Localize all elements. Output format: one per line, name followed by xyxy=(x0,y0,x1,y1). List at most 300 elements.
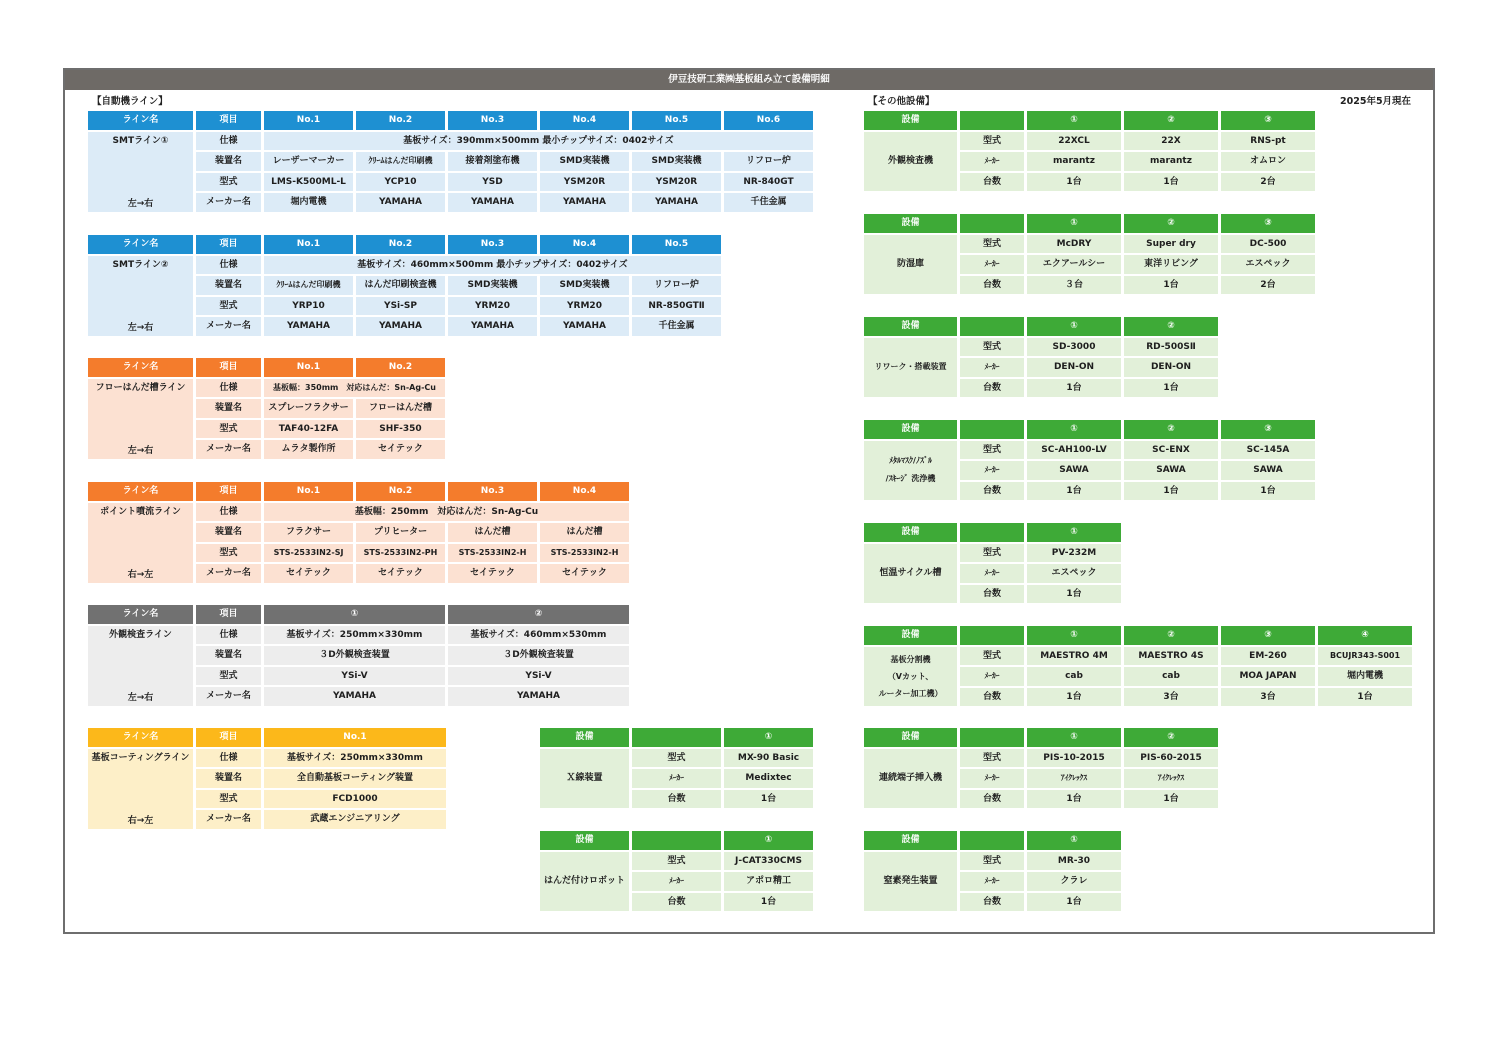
header-cell: ② xyxy=(1124,214,1218,233)
header-cell: 項目 xyxy=(196,482,261,501)
header-cell: ① xyxy=(724,831,813,850)
model-cell: J-CAT330CMS xyxy=(724,852,813,871)
maker-cell: YAMAHA xyxy=(264,687,445,706)
equipment-name-line: ルーター加工機） xyxy=(878,688,943,698)
washer-table xyxy=(864,420,1315,500)
maker-cell: marantz xyxy=(1124,152,1218,171)
maker-cell: エクアールシー xyxy=(1027,255,1121,274)
header-cell: ② xyxy=(1124,626,1218,645)
header-cell: 設備 xyxy=(864,111,957,130)
line-name: ポイント噴流ライン xyxy=(100,506,181,517)
device-cell: SMD実装機 xyxy=(448,276,537,295)
header-cell: 設備 xyxy=(864,728,957,747)
row-label: メーカー名 xyxy=(196,687,261,706)
count-cell: 1台 xyxy=(1027,893,1121,912)
header-cell: No.4 xyxy=(540,482,629,501)
equipment-name: 窒素発生装置 xyxy=(864,852,957,912)
model-cell: NR-850GTⅡ xyxy=(632,297,721,316)
row-label: 型式 xyxy=(196,173,261,192)
maker-cell: 武蔵エンジニアリング xyxy=(264,810,446,829)
device-cell: はんだ槽 xyxy=(540,523,629,542)
model-cell: YSD xyxy=(448,173,537,192)
device-cell: スプレーフラクサー xyxy=(264,399,353,418)
line-direction: 左→右 xyxy=(127,692,154,703)
model-cell: SD-3000 xyxy=(1027,338,1121,357)
model-cell: SHF-350 xyxy=(356,420,445,439)
count-cell: 1台 xyxy=(1027,790,1121,809)
equipment-name: 連続端子挿入機 xyxy=(864,749,957,809)
count-cell: 1台 xyxy=(1124,482,1218,501)
device-cell: リフロー炉 xyxy=(724,152,813,171)
row-label: 台数 xyxy=(960,379,1024,398)
row-label: メーカー名 xyxy=(196,317,261,336)
count-cell: 1台 xyxy=(1027,688,1121,707)
model-cell: LMS-K500ML-L xyxy=(264,173,353,192)
header-cell: ライン名 xyxy=(88,111,193,130)
row-label: 型式 xyxy=(196,544,261,563)
maker-cell: エスペック xyxy=(1221,255,1315,274)
maker-cell: 堀内電機 xyxy=(264,193,353,212)
model-cell: SC-ENX xyxy=(1124,441,1218,460)
maker-cell: SAWA xyxy=(1124,461,1218,480)
device-cell: はんだ槽 xyxy=(448,523,537,542)
line-name: 外観検査ライン xyxy=(109,629,172,640)
row-label: 台数 xyxy=(960,173,1024,192)
model-cell: PIS-60-2015 xyxy=(1124,749,1218,768)
line-name-cell xyxy=(88,379,193,459)
device-cell: ３D外観検査装置 xyxy=(264,646,445,665)
header-cell xyxy=(632,728,721,747)
page-title: 伊豆技研工業㈱基板組み立て設備明細 xyxy=(65,70,1433,90)
model-cell: SC-AH100-LV xyxy=(1027,441,1121,460)
model-cell: Super dry xyxy=(1124,235,1218,254)
count-cell: 1台 xyxy=(1027,173,1121,192)
model-cell: YSi-SP xyxy=(356,297,445,316)
spec-cell: 基板幅：350mm 対応はんだ：Sn-Ag-Cu xyxy=(264,379,445,398)
device-cell: SMD実装機 xyxy=(632,152,721,171)
row-label: 台数 xyxy=(960,482,1024,501)
model-cell: 22XCL xyxy=(1027,132,1121,151)
header-cell: 項目 xyxy=(196,235,261,254)
device-cell: プリヒーター xyxy=(356,523,445,542)
maker-cell: cab xyxy=(1124,667,1218,686)
row-label: ﾒｰｶｰ xyxy=(960,255,1024,274)
model-cell: BCUJR343-S001 xyxy=(1318,647,1412,666)
model-cell: STS-2533IN2-H xyxy=(540,544,629,563)
equipment-name: 外観検査機 xyxy=(864,132,957,192)
visual-inspection-line-table xyxy=(88,605,629,706)
row-label: 台数 xyxy=(632,790,721,809)
equipment-name: 防湿庫 xyxy=(864,235,957,295)
line-name-cell xyxy=(88,749,193,829)
model-cell: STS-2533IN2-PH xyxy=(356,544,445,563)
header-cell: No.2 xyxy=(356,358,445,377)
header-cell: ライン名 xyxy=(88,482,193,501)
row-label: 型式 xyxy=(960,132,1024,151)
row-label: 型式 xyxy=(960,544,1024,563)
device-cell: SMD実装機 xyxy=(540,152,629,171)
count-cell: 1台 xyxy=(1027,585,1121,604)
header-cell: ライン名 xyxy=(88,235,193,254)
header-cell: 設備 xyxy=(864,317,957,336)
model-cell: STS-2533IN2-SJ xyxy=(264,544,353,563)
count-cell: 1台 xyxy=(1124,379,1218,398)
visual-inspection-machine-table xyxy=(864,111,1315,191)
model-cell: MAESTRO 4S xyxy=(1124,647,1218,666)
maker-cell: オムロン xyxy=(1221,152,1315,171)
header-cell: ① xyxy=(1027,831,1121,850)
model-cell: PV-232M xyxy=(1027,544,1121,563)
model-cell: RNS-pt xyxy=(1221,132,1315,151)
maker-cell: DEN-ON xyxy=(1124,358,1218,377)
row-label: ﾒｰｶｰ xyxy=(632,872,721,891)
left-section-title: 【自動機ライン】 xyxy=(92,96,168,107)
header-cell: 設備 xyxy=(540,728,629,747)
line-name: SMTライン① xyxy=(112,135,169,146)
maker-cell: cab xyxy=(1027,667,1121,686)
device-cell: フローはんだ槽 xyxy=(356,399,445,418)
maker-cell: YAMAHA xyxy=(632,193,721,212)
line-direction: 右→左 xyxy=(127,569,154,580)
right-section-title: 【その他設備】 xyxy=(868,96,935,107)
header-cell: No.1 xyxy=(264,358,353,377)
row-label: 型式 xyxy=(960,852,1024,871)
header-cell: No.3 xyxy=(448,482,537,501)
header-cell: No.2 xyxy=(356,235,445,254)
row-label: メーカー名 xyxy=(196,193,261,212)
equipment-name-line: （Vカット、 xyxy=(887,671,934,681)
model-cell: EM-260 xyxy=(1221,647,1315,666)
smt-line-2-table xyxy=(88,235,721,336)
row-label: 台数 xyxy=(960,893,1024,912)
header-cell: ② xyxy=(1124,317,1218,336)
row-label: 装置名 xyxy=(196,399,261,418)
line-name-cell xyxy=(88,503,193,583)
line-name-cell xyxy=(88,256,193,336)
model-cell: TAF40-12FA xyxy=(264,420,353,439)
spec-cell: 基板サイズ：460mm×500mm 最小チップサイズ：0402サイズ xyxy=(264,256,721,275)
header-cell xyxy=(632,831,721,850)
count-cell: 1台 xyxy=(1027,482,1121,501)
maker-cell: YAMAHA xyxy=(448,687,629,706)
nitrogen-generator-table xyxy=(864,831,1121,911)
header-cell xyxy=(960,111,1024,130)
header-cell: No.1 xyxy=(264,235,353,254)
model-cell: RD-500SⅡ xyxy=(1124,338,1218,357)
equipment-name: Ｘ線装置 xyxy=(540,749,629,809)
terminal-insertion-table xyxy=(864,728,1218,808)
model-cell: McDRY xyxy=(1027,235,1121,254)
header-cell: 設備 xyxy=(864,523,957,542)
row-label: 装置名 xyxy=(196,276,261,295)
row-label: 仕様 xyxy=(196,132,261,151)
device-cell: ｸﾘｰﾑはんだ印刷機 xyxy=(356,152,445,171)
header-cell xyxy=(960,214,1024,233)
maker-cell: SAWA xyxy=(1027,461,1121,480)
header-cell: ライン名 xyxy=(88,358,193,377)
maker-cell: アポロ精工 xyxy=(724,872,813,891)
count-cell: 1台 xyxy=(1124,276,1218,295)
thermal-cycle-table xyxy=(864,523,1121,603)
header-cell xyxy=(960,523,1024,542)
count-cell: 1台 xyxy=(1318,688,1412,707)
spec-cell: 基板サイズ：460mm×530mm xyxy=(448,626,629,645)
row-label: 仕様 xyxy=(196,626,261,645)
header-cell: ① xyxy=(1027,523,1121,542)
spec-cell: 基板幅：250mm 対応はんだ：Sn-Ag-Cu xyxy=(264,503,629,522)
line-name-cell xyxy=(88,626,193,706)
maker-cell: YAMAHA xyxy=(448,317,537,336)
device-cell: リフロー炉 xyxy=(632,276,721,295)
coating-line-table xyxy=(88,728,446,829)
row-label: 型式 xyxy=(196,790,261,809)
header-cell: ① xyxy=(1027,420,1121,439)
model-cell: STS-2533IN2-H xyxy=(448,544,537,563)
equipment-name xyxy=(864,441,957,501)
maker-cell: セイテック xyxy=(356,440,445,459)
maker-cell: 東洋リビング xyxy=(1124,255,1218,274)
maker-cell: MOA JAPAN xyxy=(1221,667,1315,686)
header-cell: ライン名 xyxy=(88,728,193,747)
header-cell: No.1 xyxy=(264,728,446,747)
maker-cell: marantz xyxy=(1027,152,1121,171)
header-cell: ① xyxy=(264,605,445,624)
maker-cell: Medixtec xyxy=(724,769,813,788)
header-cell: ② xyxy=(1124,728,1218,747)
row-label: 型式 xyxy=(960,235,1024,254)
equipment-name xyxy=(864,647,957,707)
count-cell: 1台 xyxy=(1221,482,1315,501)
count-cell: 2台 xyxy=(1221,276,1315,295)
device-cell: はんだ印刷検査機 xyxy=(356,276,445,295)
equipment-name: 恒温サイクル槽 xyxy=(864,544,957,604)
maker-cell: ｱｲｸﾚｯｸｽ xyxy=(1027,769,1121,788)
count-cell: 1台 xyxy=(1124,790,1218,809)
model-cell: MR-30 xyxy=(1027,852,1121,871)
row-label: 仕様 xyxy=(196,379,261,398)
maker-cell: クラレ xyxy=(1027,872,1121,891)
maker-cell: YAMAHA xyxy=(540,317,629,336)
count-cell: 2台 xyxy=(1221,173,1315,192)
header-cell: ライン名 xyxy=(88,605,193,624)
row-label: 型式 xyxy=(196,420,261,439)
header-cell: 設備 xyxy=(864,420,957,439)
header-cell: No.5 xyxy=(632,235,721,254)
header-cell: 項目 xyxy=(196,111,261,130)
point-jet-line-table xyxy=(88,482,629,583)
row-label: 型式 xyxy=(196,667,261,686)
row-label: メーカー名 xyxy=(196,564,261,583)
header-cell: No.4 xyxy=(540,235,629,254)
header-cell xyxy=(960,728,1024,747)
row-label: メーカー名 xyxy=(196,440,261,459)
line-direction: 右→左 xyxy=(127,815,154,826)
row-label: ﾒｰｶｰ xyxy=(960,564,1024,583)
device-cell: ｸﾘｰﾑはんだ印刷機 xyxy=(264,276,353,295)
row-label: 仕様 xyxy=(196,749,261,768)
header-cell: 項目 xyxy=(196,728,261,747)
model-cell: SC-145A xyxy=(1221,441,1315,460)
model-cell: 22X xyxy=(1124,132,1218,151)
device-cell: ３D外観検査装置 xyxy=(448,646,629,665)
board-separator-table xyxy=(864,626,1412,706)
device-cell: SMD実装機 xyxy=(540,276,629,295)
row-label: 装置名 xyxy=(196,646,261,665)
line-direction: 左→右 xyxy=(127,445,154,456)
header-cell: ① xyxy=(1027,317,1121,336)
row-label: ﾒｰｶｰ xyxy=(960,152,1024,171)
maker-cell: ムラタ製作所 xyxy=(264,440,353,459)
model-cell: DC-500 xyxy=(1221,235,1315,254)
header-cell: ③ xyxy=(1221,420,1315,439)
header-cell: ① xyxy=(1027,728,1121,747)
row-label: 台数 xyxy=(960,585,1024,604)
model-cell: FCD1000 xyxy=(264,790,446,809)
maker-cell: セイテック xyxy=(448,564,537,583)
maker-cell: YAMAHA xyxy=(356,193,445,212)
header-cell: No.3 xyxy=(448,111,537,130)
header-cell xyxy=(960,317,1024,336)
row-label: 装置名 xyxy=(196,769,261,788)
model-cell: YSM20R xyxy=(540,173,629,192)
xray-equipment-table xyxy=(540,728,813,808)
count-cell: 1台 xyxy=(724,893,813,912)
header-cell: ④ xyxy=(1318,626,1412,645)
header-cell: No.3 xyxy=(448,235,537,254)
model-cell: MAESTRO 4M xyxy=(1027,647,1121,666)
row-label: 装置名 xyxy=(196,523,261,542)
line-direction: 左→右 xyxy=(127,198,154,209)
row-label: 台数 xyxy=(960,276,1024,295)
maker-cell: セイテック xyxy=(540,564,629,583)
row-label: 型式 xyxy=(632,852,721,871)
header-cell: No.2 xyxy=(356,482,445,501)
row-label: ﾒｰｶｰ xyxy=(960,461,1024,480)
header-cell: 項目 xyxy=(196,358,261,377)
model-cell: PIS-10-2015 xyxy=(1027,749,1121,768)
maker-cell: 千住金属 xyxy=(632,317,721,336)
row-label: ﾒｰｶｰ xyxy=(960,667,1024,686)
model-cell: YSM20R xyxy=(632,173,721,192)
header-cell xyxy=(960,626,1024,645)
maker-cell: YAMAHA xyxy=(264,317,353,336)
soldering-robot-table xyxy=(540,831,813,911)
row-label: 仕様 xyxy=(196,256,261,275)
header-cell: ① xyxy=(1027,214,1121,233)
spec-cell: 基板サイズ：390mm×500mm 最小チップサイズ：0402サイズ xyxy=(264,132,813,151)
line-direction: 左→右 xyxy=(127,322,154,333)
header-cell: No.5 xyxy=(632,111,721,130)
device-cell: 全自動基板コーティング装置 xyxy=(264,769,446,788)
row-label: 仕様 xyxy=(196,503,261,522)
header-cell: No.1 xyxy=(264,111,353,130)
header-cell: ② xyxy=(1124,420,1218,439)
header-cell: 設備 xyxy=(864,214,957,233)
line-name-cell xyxy=(88,132,193,212)
row-label: ﾒｰｶｰ xyxy=(960,769,1024,788)
row-label: 型式 xyxy=(960,338,1024,357)
row-label: ﾒｰｶｰ xyxy=(960,872,1024,891)
spec-cell: 基板サイズ：250mm×330mm xyxy=(264,749,446,768)
row-label: ﾒｰｶｰ xyxy=(960,358,1024,377)
count-cell: 3台 xyxy=(1124,688,1218,707)
maker-cell: 堀内電機 xyxy=(1318,667,1412,686)
maker-cell: セイテック xyxy=(356,564,445,583)
equipment-name: リワーク・搭載装置 xyxy=(864,338,957,398)
dry-cabinet-table xyxy=(864,214,1315,294)
header-cell: ② xyxy=(448,605,629,624)
date-label: 2025年5月現在 xyxy=(1340,96,1412,107)
header-cell: 設備 xyxy=(540,831,629,850)
model-cell: YRM20 xyxy=(540,297,629,316)
count-cell: 1台 xyxy=(1124,173,1218,192)
header-cell xyxy=(960,831,1024,850)
header-cell: No.1 xyxy=(264,482,353,501)
device-cell: フラクサー xyxy=(264,523,353,542)
header-cell: ② xyxy=(1124,111,1218,130)
model-cell: YRP10 xyxy=(264,297,353,316)
rework-equipment-table xyxy=(864,317,1218,397)
device-cell: レーザーマーカー xyxy=(264,152,353,171)
line-name: 基板コーティングライン xyxy=(91,752,190,763)
flow-solder-line-table xyxy=(88,358,445,459)
row-label: ﾒｰｶｰ xyxy=(632,769,721,788)
header-cell: ① xyxy=(1027,111,1121,130)
row-label: 台数 xyxy=(632,893,721,912)
model-cell: MX-90 Basic xyxy=(724,749,813,768)
model-cell: NR-840GT xyxy=(724,173,813,192)
header-cell: ③ xyxy=(1221,214,1315,233)
header-cell: ③ xyxy=(1221,111,1315,130)
equipment-name-line: ﾒﾀﾙﾏｽｸ/ﾉｽﾞﾙ xyxy=(889,456,932,466)
header-cell: No.6 xyxy=(724,111,813,130)
model-cell: YCP10 xyxy=(356,173,445,192)
maker-cell: YAMAHA xyxy=(356,317,445,336)
header-cell: 項目 xyxy=(196,605,261,624)
header-cell: ① xyxy=(1027,626,1121,645)
row-label: 型式 xyxy=(960,749,1024,768)
header-cell: 設備 xyxy=(864,831,957,850)
row-label: 台数 xyxy=(960,790,1024,809)
count-cell: 3台 xyxy=(1221,688,1315,707)
count-cell: 1台 xyxy=(1027,379,1121,398)
maker-cell: SAWA xyxy=(1221,461,1315,480)
spec-cell: 基板サイズ：250mm×330mm xyxy=(264,626,445,645)
row-label: 型式 xyxy=(196,297,261,316)
row-label: メーカー名 xyxy=(196,810,261,829)
count-cell: ３台 xyxy=(1027,276,1121,295)
row-label: 型式 xyxy=(960,441,1024,460)
line-name: フローはんだ槽ライン xyxy=(95,382,186,393)
row-label: 型式 xyxy=(632,749,721,768)
maker-cell: YAMAHA xyxy=(540,193,629,212)
count-cell: 1台 xyxy=(724,790,813,809)
maker-cell: エスペック xyxy=(1027,564,1121,583)
header-cell xyxy=(960,420,1024,439)
header-cell: ① xyxy=(724,728,813,747)
maker-cell: YAMAHA xyxy=(448,193,537,212)
header-cell: 設備 xyxy=(864,626,957,645)
header-cell: No.4 xyxy=(540,111,629,130)
smt-line-1-table xyxy=(88,111,813,212)
header-cell: No.2 xyxy=(356,111,445,130)
header-cell: ③ xyxy=(1221,626,1315,645)
line-name: SMTライン② xyxy=(112,259,169,270)
maker-cell: DEN-ON xyxy=(1027,358,1121,377)
maker-cell: セイテック xyxy=(264,564,353,583)
device-cell: 接着剤塗布機 xyxy=(448,152,537,171)
maker-cell: 千住金属 xyxy=(724,193,813,212)
